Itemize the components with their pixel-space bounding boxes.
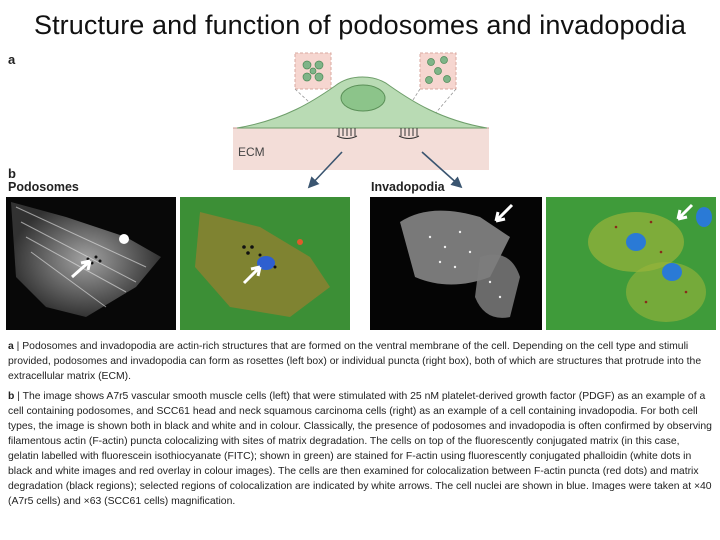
panel-b-letter: b: [8, 166, 16, 181]
podosomes-bw-micrograph: [6, 197, 176, 330]
puncta-inset-box: [420, 53, 456, 89]
caption-b-letter: b: [8, 391, 15, 402]
caption-paragraph-a: [8, 339, 712, 384]
caption-b-text: | The image shows A7r5 vascular smooth muscle cells (left) that were stimulated with 25 nM platelet-derived growth factor (PDGF) as an example of a cell containing podosomes, and SCC61 head and neck squamous carcinoma cells (right) as an example of a cell containing invadopodia. For both cell types, the image is shown both in black and white and in colour. Classically, the presence of podosomes and invadopodia is often confirmed by observing filamentous actin (F-actin) puncta colocalizing with sites of matrix degradation. The cells on top of the fluorescently conjugated matrix (in this case, gelatin labelled with fluorescein isothiocyanate (FITC); shown in green) are stained for F-actin using fluorescently conjugated phalloidin (white dots in black and white images and red overlay in colour images). The cells are then examined for colocalization between F-actin puncta (red dots) and matrix degradation (black regions); selected regions of colocalization are indicated by white arrows. The cell nuclei are shown in blue. Images were taken at ×40 (A7r5 cells) and ×63 (SCC61 cells) magnification.: [8, 391, 712, 507]
arrow-to-podosomes: [310, 152, 342, 186]
invadopodia-bw-arrow: [496, 205, 512, 221]
rosette-inset-box: [295, 53, 331, 89]
invadopodia-label: Invadopodia: [371, 180, 445, 194]
invadopodia-colour-micrograph: [546, 197, 716, 330]
ecm-label: ECM: [238, 145, 265, 159]
invadopodia-bw-micrograph: [370, 197, 542, 330]
figure-title: Structure and function of podosomes and invadopodia: [33, 10, 687, 40]
podosomes-colour-micrograph: [180, 197, 350, 330]
invadopodia-colour-arrow: [678, 205, 692, 219]
caption-paragraph-b: [8, 389, 712, 509]
caption-a-letter: a: [8, 341, 14, 352]
figure-caption: [8, 339, 712, 514]
panel-a-letter: a: [8, 52, 16, 67]
podosomes-label: Podosomes: [8, 180, 79, 194]
nucleus: [341, 85, 385, 111]
caption-a-text: | Podosomes and invadopodia are actin-rich structures that are formed on the ventral membrane of the cell. Depending on the cell type and stimuli provided, podosomes and invadopodia can form as rosettes (left box) or individual puncta (right box), both of which are structures that protrude into the extracellular matrix (ECM).: [8, 341, 702, 382]
